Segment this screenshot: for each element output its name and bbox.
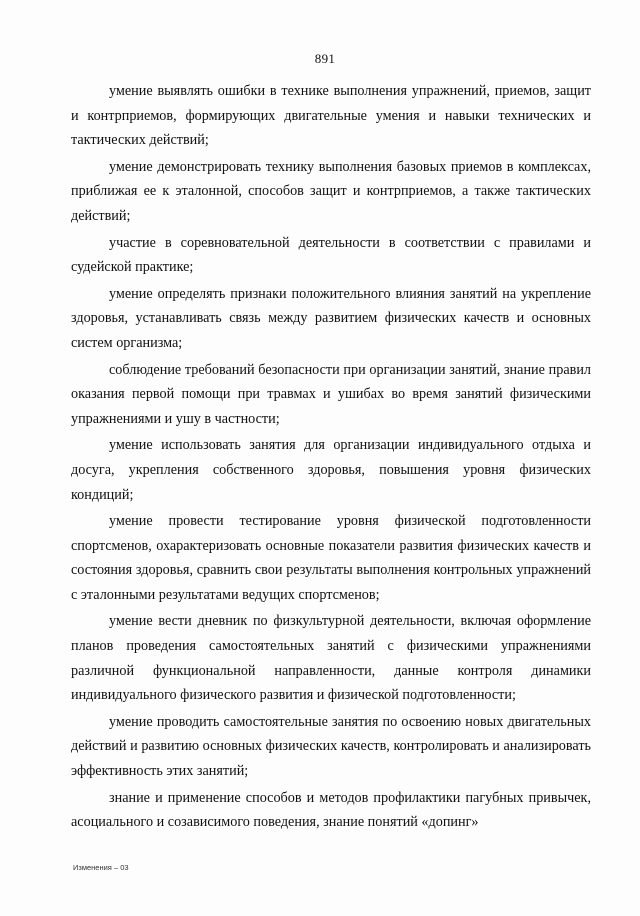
paragraph: умение проводить самостоятельные занятия по освоению новых двигательных действий и развитию основных физических качеств, контролировать и анализировать эффективность этих занятий; bbox=[71, 713, 591, 780]
paragraph: соблюдение требований безопасности при организации занятий, знание правил оказания первой помощи при травмах и ушибах во время занятий физическими упражнениями и ушу в частности; bbox=[71, 361, 591, 427]
revision-note: Изменения – 03 bbox=[73, 863, 129, 872]
paragraph: умение определять признаки положительного влияния занятий на укрепление здоровья, устанавливать связь между развитием физических качеств и основных систем организма; bbox=[71, 285, 591, 351]
paragraph: знание и применение способов и методов профилактики пагубных привычек, асоциального и созависимого поведения, знание понятий «допинг» bbox=[71, 789, 591, 831]
paragraph: умение вести дневник по физкультурной деятельности, включая оформление планов проведения самостоятельных занятий с физическими упражнениями различной функциональной направленности, данные контроля динамики индивидуального физического развития и физической подготовленности; bbox=[71, 613, 591, 704]
paragraph: участие в соревновательной деятельности в соответствии с правилами и судейской практике; bbox=[71, 234, 591, 276]
paragraph: умение использовать занятия для организации индивидуального отдыха и досуга, укрепления собственного здоровья, повышения уровня физических кондиций; bbox=[71, 437, 591, 503]
paragraph: умение провести тестирование уровня физической подготовленности спортсменов, охарактеризовать основные показатели развития физических качеств и состояния здоровья, сравнить свои результаты выполнения контрольных упражнений с эталонными результатами ведущих спортсменов; bbox=[71, 513, 591, 603]
paragraph: умение выявлять ошибки в технике выполнения упражнений, приемов, защит и контрприемов, формирующих двигательные умения и навыки технических и тактических действий; bbox=[71, 83, 591, 149]
page-number: 891 bbox=[314, 51, 336, 66]
body-text bbox=[71, 79, 591, 835]
paragraph: умение демонстрировать технику выполнения базовых приемов в комплексах, приближая ее к эталонной, способов защит и контрприемов, а также тактических действий; bbox=[71, 158, 591, 224]
